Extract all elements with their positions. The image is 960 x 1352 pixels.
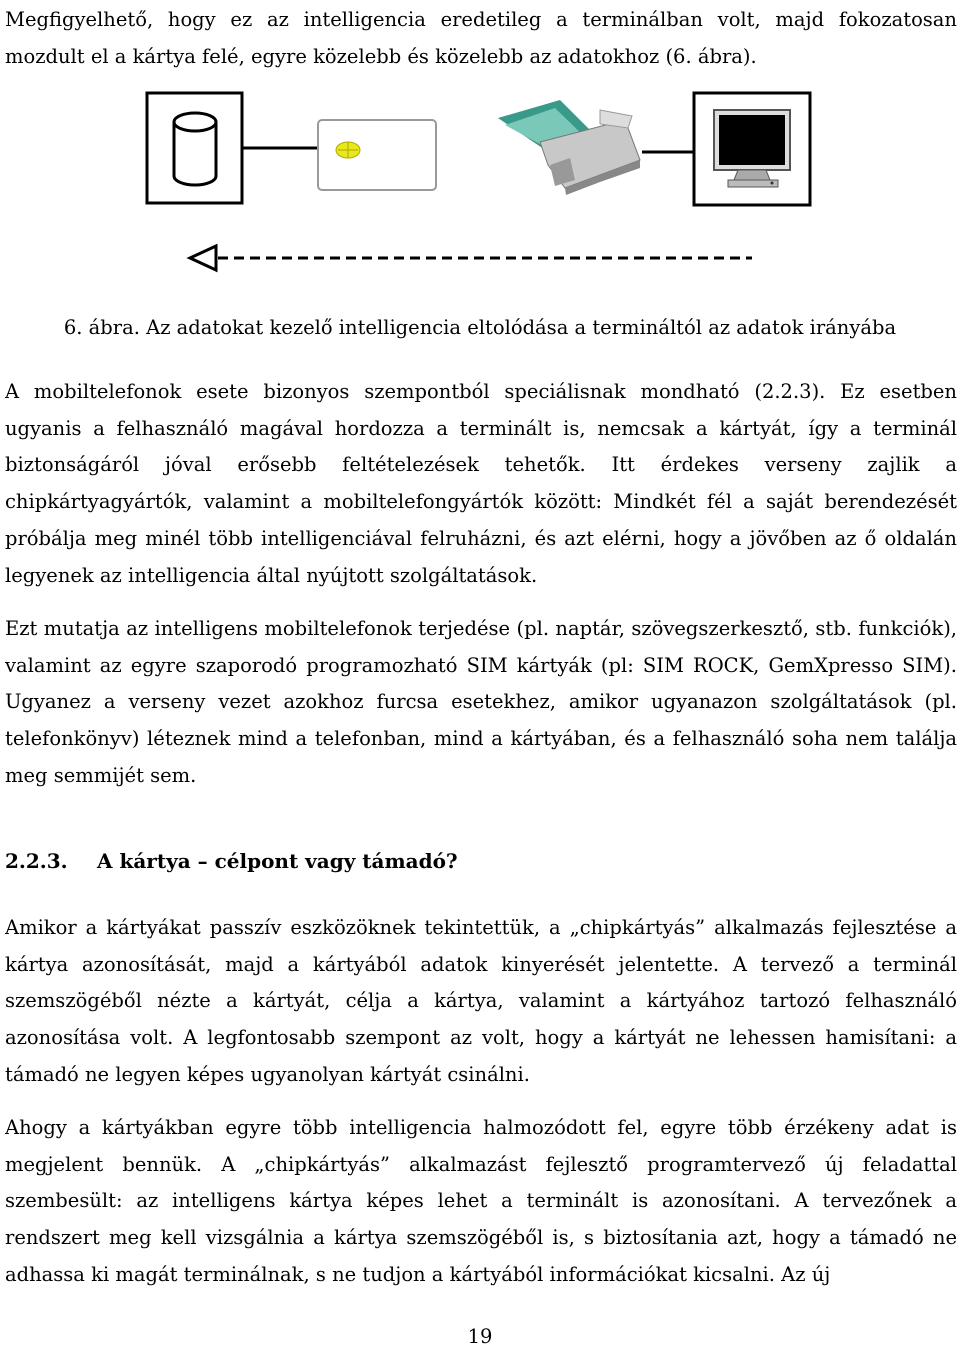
section-heading <box>5 843 458 879</box>
paragraph-intro: Megfigyelhető, hogy ez az intelligencia eredetileg a terminálban volt, majd fokozatosan mozdult el a kártya felé, egyre közelebb és közelebb az adatokhoz (6. ábra). <box>5 8 957 68</box>
page-number: 19 <box>467 1325 493 1348</box>
paragraph-spread: Ezt mutatja az intelligens mobiltelefonok terjedése (pl. naptár, szövegszerkesztő, stb. funkciók), valamint az egyre szaporodó programozható SIM kártyák (pl: SIM ROCK, GemXpresso SIM). Ugyanez a verseny vezet azokhoz furcsa esetekhez, amikor ugyanazon szolgáltatások (pl. telefonkönyv) léteznek mind a telefonban, mind a kártyában, és a felhasználó soha nem találja meg semmijét sem. <box>5 617 957 787</box>
chip-card-icon <box>318 120 436 190</box>
dashed-arrow-left-icon <box>190 246 752 270</box>
figure-caption: 6. ábra. Az adatokat kezelő intelligencia eltolódása a termináltól az adatok irányába <box>63 316 897 339</box>
database-box <box>147 93 242 203</box>
monitor-box <box>694 93 810 205</box>
paragraph-active: Ahogy a kártyákban egyre több intelligencia halmozódott fel, egyre több érzékeny adat is megjelent bennük. A „chipkártyás” alkalmazást fejlesztő programtervező új feladattal szembesült: az intelligens kártya képes lehet a terminált is azonosítani. A tervezőnek a rendszert meg kell vizsgálnia a kártya szemszögéből is, s biztosítania azt, hogy a támadó ne adhassa ki magát terminálnak, s ne tudjon a kártyából információkat kicsalni. Az új <box>5 1116 957 1286</box>
section-number: 2.2.3. <box>5 849 68 873</box>
card-reader-icon <box>498 100 640 195</box>
paragraph-mobile: A mobiltelefonok esete bizonyos szempontból speciálisnak mondható (2.2.3). Ez esetben ugyanis a felhasználó magával hordozza a terminált is, nemcsak a kártyát, így a terminál biztonságáról jóval erősebb feltételezések tehetők. Itt érdekes verseny zajlik a chipkártyagyártók, valamint a mobiltelefongyártók között: Mindkét fél a saját berendezését próbálja meg minél több intelligenciával felruházni, és azt elérni, hogy a jövőben az ő oldalán legyenek az intelligencia által nyújtott szolgáltatások. <box>5 380 957 587</box>
section-title: A kártya – célpont vagy támadó? <box>97 849 458 873</box>
paragraph-passive: Amikor a kártyákat passzív eszközöknek tekintettük, a „chipkártyás” alkalmazás fejlesztése a kártya azonosítását, majd a kártyából adatok kinyerését jelentette. A tervező a terminál szemszögéből nézte a kártyát, célja a kártya, valamint a kártyához tartozó felhasználó azonosítása volt. A legfontosabb szempont az volt, hogy a kártyát ne lehessen hamisítani: a támadó ne legyen képes ugyanolyan kártyát csinálni. <box>5 916 957 1086</box>
figure-diagram <box>0 80 960 280</box>
figure-6 <box>0 80 960 280</box>
